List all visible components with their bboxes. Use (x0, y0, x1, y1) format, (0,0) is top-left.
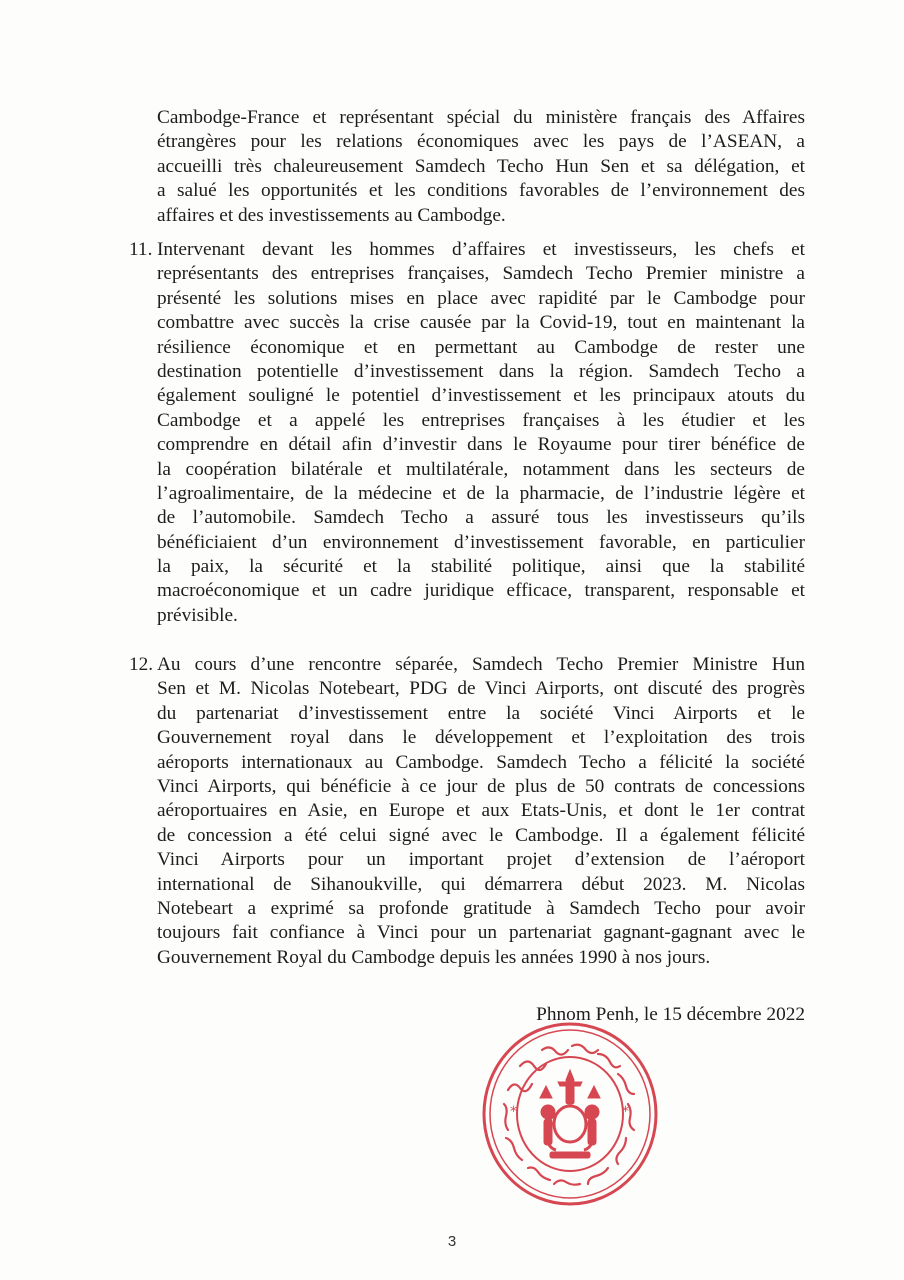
text-line: étrangères pour les relations économiques avec les pays de l’ASEAN, a (157, 131, 805, 153)
svg-text:*: * (510, 1104, 517, 1120)
text-line: Notebeart a exprimé sa profonde gratitude à Samdech Techo pour avoir (157, 897, 805, 919)
text-line: résilience économique et en permettant au Cambodge de rester une (157, 336, 805, 358)
paragraph-number: 12. (129, 654, 154, 675)
text-line: prévisible. (157, 604, 238, 626)
text-line: Vinci Airports pour un important projet d’extension de l’aéroport (157, 849, 805, 871)
text-line: la coopération bilatérale et multilatérale, notamment dans les secteurs de (157, 458, 805, 480)
text-line: Vinci Airports, qui bénéficie à ce jour de plus de 50 contrats de concessions (157, 775, 805, 797)
text-line: aéroports internationaux au Cambodge. Samdech Techo a félicité la société (157, 751, 805, 773)
text-line: Cambodge-France et représentant spécial du ministère français des Affaires (157, 107, 805, 128)
text-line: Intervenant devant les hommes d’affaires et investisseurs, les chefs et (157, 239, 805, 260)
text-line: Cambodge et a appelé les entreprises françaises à les étudier et les (157, 409, 805, 431)
text-line: présenté les solutions mises en place avec rapidité par le Cambodge pour (157, 287, 805, 309)
text-line: a salué les opportunités et les conditions favorables de l’environnement des (157, 180, 805, 202)
official-red-seal-icon (480, 1020, 660, 1208)
text-line: l’agroalimentaire, de la médecine et de la pharmacie, de l’industrie légère et (157, 482, 805, 504)
text-line: Sen et M. Nicolas Notebeart, PDG de Vinci Airports, ont discuté des progrès (157, 678, 805, 700)
text-line: également souligné le potentiel d’investissement et les principaux atouts du (157, 385, 805, 407)
text-line: de concession a été celui signé avec le Cambodge. Il a également félicité (157, 824, 805, 846)
text-line: bénéficiaient d’un environnement d’investissement favorable, en particulier (157, 531, 805, 553)
svg-text:*: * (622, 1104, 629, 1120)
paragraph-10 (157, 106, 805, 228)
text-line: destination potentielle d’investissement dans la région. Samdech Techo a (157, 360, 805, 382)
text-line: la paix, la sécurité et la stabilité politique, ainsi que la stabilité (157, 556, 805, 578)
text-line: Au cours d’une rencontre séparée, Samdech Techo Premier Ministre Hun (157, 654, 805, 675)
paragraph-number: 11. (129, 239, 153, 260)
text-line: Gouvernement royal dans le développement et l’exploitation des trois (157, 727, 805, 749)
text-line: du partenariat d’investissement entre la société Vinci Airports et le (157, 702, 805, 724)
text-line: comprendre en détail afin d’investir dans le Royaume pour tirer bénéfice de (157, 434, 805, 456)
text-line: macroéconomique et un cadre juridique efficace, transparent, responsable et (157, 580, 805, 602)
paragraph-11 (129, 238, 805, 628)
text-line: représentants des entreprises françaises, Samdech Techo Premier ministre a (157, 263, 805, 285)
text-line: Gouvernement Royal du Cambodge depuis les années 1990 à nos jours. (157, 946, 711, 968)
page-number: 3 (447, 1233, 457, 1250)
text-line: international de Sihanoukville, qui démarrera début 2023. M. Nicolas (157, 873, 805, 895)
text-line: toujours fait confiance à Vinci pour un partenariat gagnant-gagnant avec le (157, 922, 805, 944)
text-line: affaires et des investissements au Cambodge. (157, 204, 506, 226)
text-line: accueilli très chaleureusement Samdech Techo Hun Sen et sa délégation, et (157, 155, 805, 177)
paragraph-12 (129, 653, 805, 970)
signoff-date: Phnom Penh, le 15 décembre 2022 (536, 1004, 805, 1025)
text-line: combattre avec succès la crise causée par la Covid-19, tout en maintenant la (157, 312, 805, 334)
text-line: de l’automobile. Samdech Techo a assuré tous les investisseurs qu’ils (157, 507, 805, 529)
text-line: aéroportuaires en Asie, en Europe et aux Etats-Unis, et dont le 1er contrat (157, 800, 805, 822)
